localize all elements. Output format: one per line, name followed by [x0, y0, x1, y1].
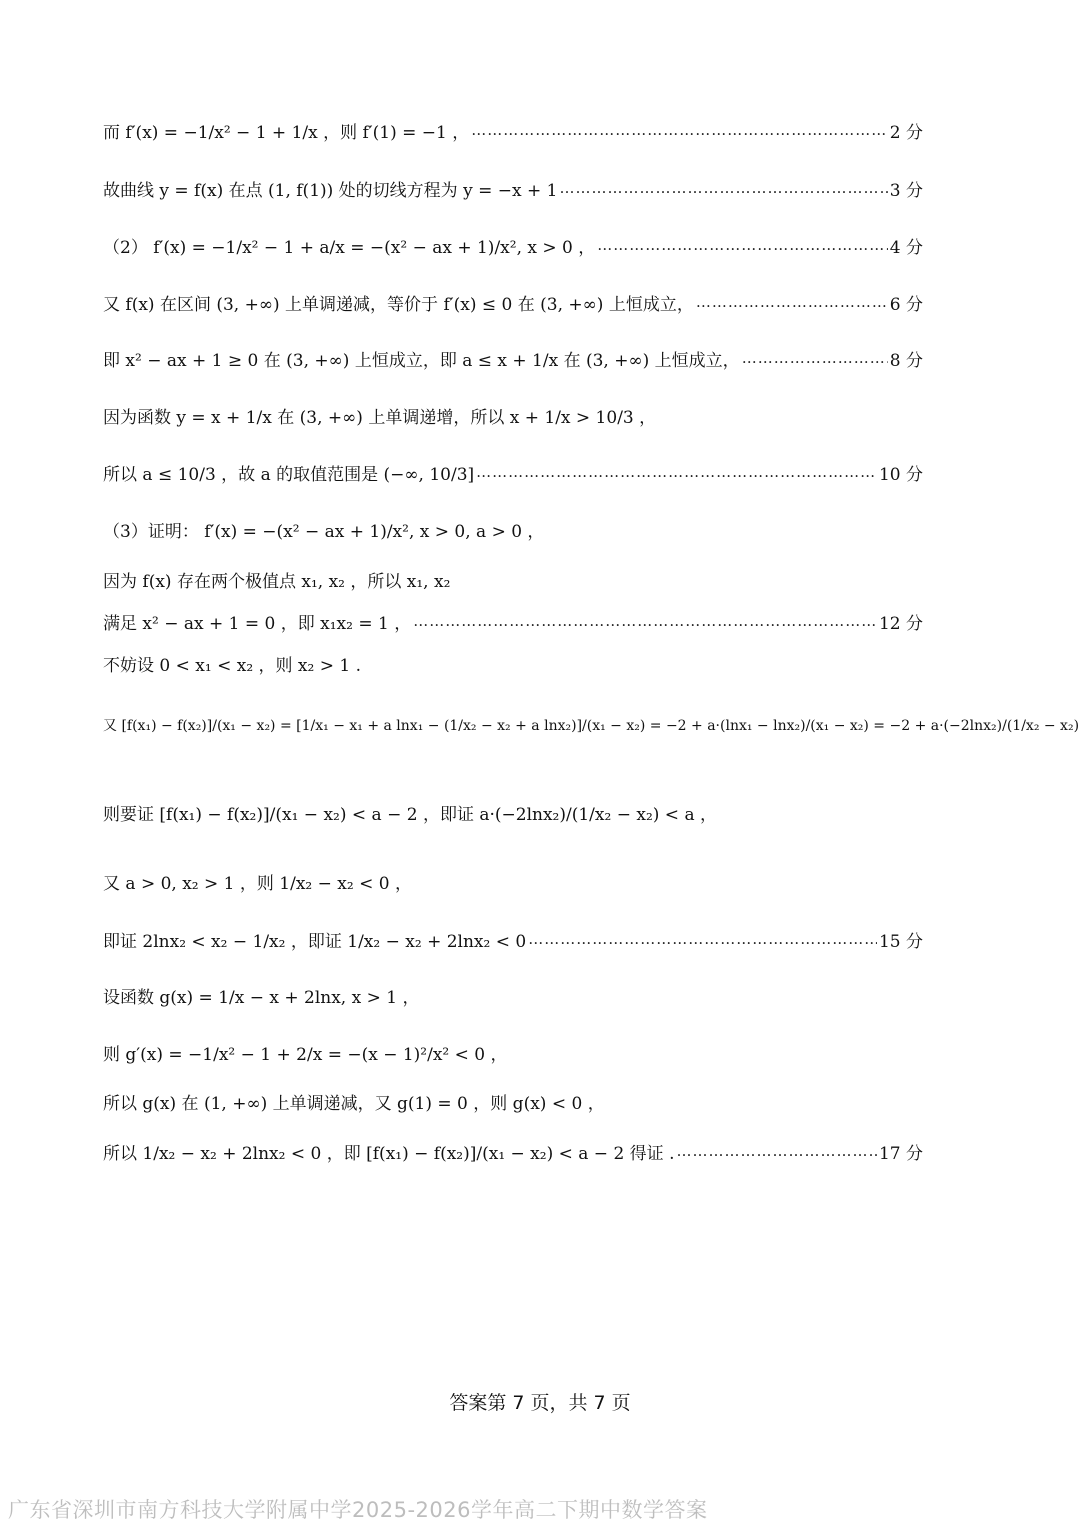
- solution-line: 所以 g(x) 在 (1, +∞) 上单调递减，又 g(1) = 0 ，则 g(x) < 0 ，: [103, 1094, 605, 1114]
- line-text: 故曲线 y = f(x) 在点 (1, f(1)) 处的切线方程为 y = −x + 1: [103, 181, 558, 201]
- line-text: 而 f′(x) = −1/x² − 1 + 1/x ，则 f′(1) = −1 ，: [103, 123, 470, 143]
- leader-dots: [696, 293, 888, 311]
- score-label: 8 分: [889, 351, 923, 371]
- score-label: 15 分: [878, 932, 923, 952]
- solution-line: [103, 118, 923, 143]
- solution-line: [103, 1139, 923, 1164]
- line-text: （2） f′(x) = −1/x² − 1 + a/x = −(x² − ax + 1)/x², x > 0 ，: [103, 238, 596, 258]
- solution-line: [103, 176, 923, 201]
- solution-line: 又 a > 0, x₂ > 1 ，则 1/x₂ − x₂ < 0 ，: [103, 874, 412, 894]
- line-text: 又 f(x) 在区间 (3, +∞) 上单调递减，等价于 f′(x) ≤ 0 在 (3, +∞) 上恒成立，: [103, 295, 694, 315]
- line-text: 即 x² − ax + 1 ≥ 0 在 (3, +∞) 上恒成立，即 a ≤ x + 1/x 在 (3, +∞) 上恒成立，: [103, 351, 740, 371]
- solution-line: [103, 233, 923, 258]
- score-label: 17 分: [878, 1144, 923, 1164]
- solution-line: 则 g′(x) = −1/x² − 1 + 2/x = −(x − 1)²/x² < 0 ，: [103, 1045, 508, 1065]
- leader-dots: [597, 236, 888, 254]
- score-label: 2 分: [889, 123, 923, 143]
- leader-dots: [471, 121, 888, 139]
- leader-dots: [676, 1142, 876, 1160]
- leader-dots: [559, 179, 887, 197]
- score-label: 12 分: [878, 614, 923, 634]
- solution-line: 又 [f(x₁) − f(x₂)]/(x₁ − x₂) = [1/x₁ − x₁ + a lnx₁ − (1/x₂ − x₂ + a lnx₂)]/(x₁ − x₂) = −2 + a·(lnx₁ − lnx₂)/(x₁ − x₂) = −2 + a·(−2lnx₂)/(1/x₂ − x₂): [103, 718, 1080, 734]
- line-text: 满足 x² − ax + 1 = 0 ，即 x₁x₂ = 1 ，: [103, 614, 412, 634]
- solution-line: [103, 460, 923, 485]
- solution-line: [103, 927, 923, 952]
- line-text: 所以 a ≤ 10/3 ，故 a 的取值范围是 (−∞, 10/3]: [103, 465, 475, 485]
- line-text: 即证 2lnx₂ < x₂ − 1/x₂ ，即证 1/x₂ − x₂ + 2lnx₂ < 0: [103, 932, 527, 952]
- score-label: 10 分: [878, 465, 923, 485]
- solution-line: 设函数 g(x) = 1/x − x + 2lnx, x > 1 ，: [103, 988, 420, 1008]
- score-label: 4 分: [889, 238, 923, 258]
- solution-line: [103, 609, 923, 634]
- score-label: 6 分: [889, 295, 923, 315]
- solution-line: 则要证 [f(x₁) − f(x₂)]/(x₁ − x₂) < a − 2 ，即证 a·(−2lnx₂)/(1/x₂ − x₂) < a ，: [103, 805, 717, 825]
- solution-line: [103, 290, 923, 315]
- line-text: 所以 1/x₂ − x₂ + 2lnx₂ < 0 ，即 [f(x₁) − f(x₂)]/(x₁ − x₂) < a − 2 得证 .: [103, 1144, 675, 1164]
- solution-line: 因为函数 y = x + 1/x 在 (3, +∞) 上单调递增，所以 x + 1/x > 10/3 ，: [103, 408, 657, 428]
- solution-line: [103, 346, 923, 371]
- solution-line: 因为 f(x) 存在两个极值点 x₁, x₂ ，所以 x₁, x₂: [103, 572, 451, 592]
- page-footer: 答案第 7 页，共 7 页: [449, 1392, 631, 1414]
- leader-dots: [742, 349, 888, 367]
- score-label: 3 分: [889, 181, 923, 201]
- solution-line: 不妨设 0 < x₁ < x₂ ，则 x₂ > 1 .: [103, 656, 362, 676]
- leader-dots: [476, 463, 877, 481]
- solution-line: （3）证明： f′(x) = −(x² − ax + 1)/x², x > 0, a > 0 ，: [103, 522, 545, 542]
- leader-dots: [528, 930, 877, 948]
- leader-dots: [413, 612, 877, 630]
- source-watermark: 广东省深圳市南方科技大学附属中学2025-2026学年高二下期中数学答案: [8, 1498, 708, 1522]
